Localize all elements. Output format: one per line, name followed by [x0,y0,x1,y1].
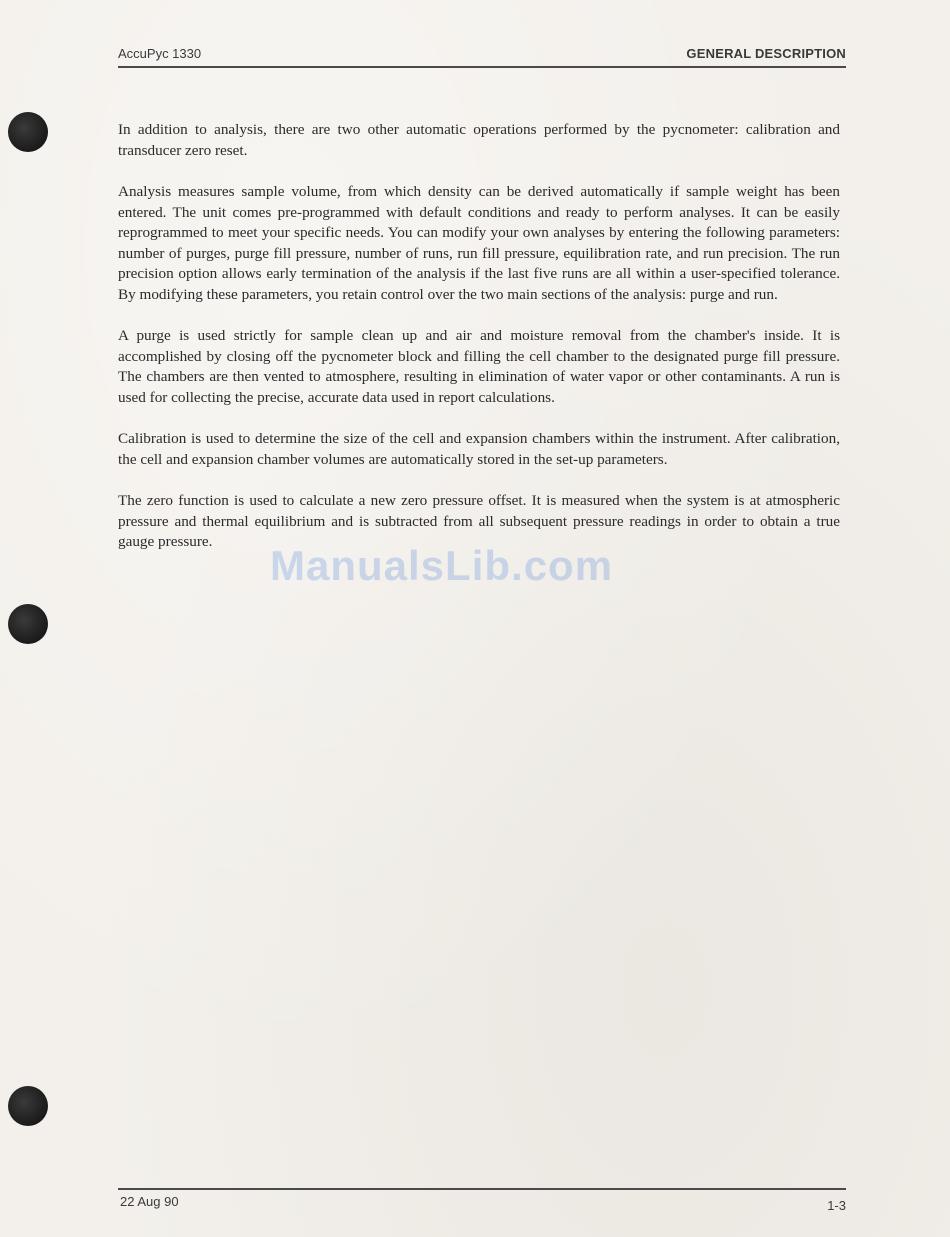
header-product-name: AccuPyc 1330 [118,46,202,61]
punch-hole-top [8,112,48,152]
paragraph-purge: A purge is used strictly for sample clean up and air and moisture removal from the chamber's inside. It is accomplished by closing off the pycnometer block and filling the cell chamber to the designated purge fill pressure. The chambers are then vented to atmosphere, resulting in elimination of water vapor or other contaminants. A run is used for collecting the precise, accurate data used in report calculations. [118,327,840,406]
page-header [118,44,846,68]
punch-hole-middle [8,604,48,644]
page-number: 1-3 [827,1198,846,1213]
paragraph-analysis: Analysis measures sample volume, from which density can be derived automatically if sample weight has been entered. The unit comes pre-programmed with default conditions and ready to perform analyses. It can be easily reprogrammed to meet your specific needs. You can modify your own analyses by entering the following parameters: number of purges, purge fill pressure, number of runs, run fill pressure, equilibration rate, and run precision. The run precision option allows early termination of the analysis if the last five runs are all within a user-specified tolerance. By modifying these parameters, you retain control over the two main sections of the analysis: purge and run. [118,183,840,303]
footer-date: 22 Aug 90 [120,1194,179,1209]
paragraph-operations-intro: In addition to analysis, there are two other automatic operations performed by the pycnometer: calibration and transducer zero reset. [118,121,840,159]
paragraph-calibration: Calibration is used to determine the size of the cell and expansion chambers within the instrument. After calibration, the cell and expansion chamber volumes are automatically stored in the set-up parameters. [118,430,840,468]
header-section-title: GENERAL DESCRIPTION [686,46,846,61]
punch-hole-bottom [8,1086,48,1126]
page-footer [118,1188,846,1214]
watermark: ManualsLib.com [270,542,614,589]
paragraph-zero-function: The zero function is used to calculate a new zero pressure offset. It is measured when the system is at atmospheric pressure and thermal equilibrium and is subtracted from all subsequent pressure readings in order to obtain a true gauge pressure. [118,492,840,550]
body-text [118,120,840,574]
